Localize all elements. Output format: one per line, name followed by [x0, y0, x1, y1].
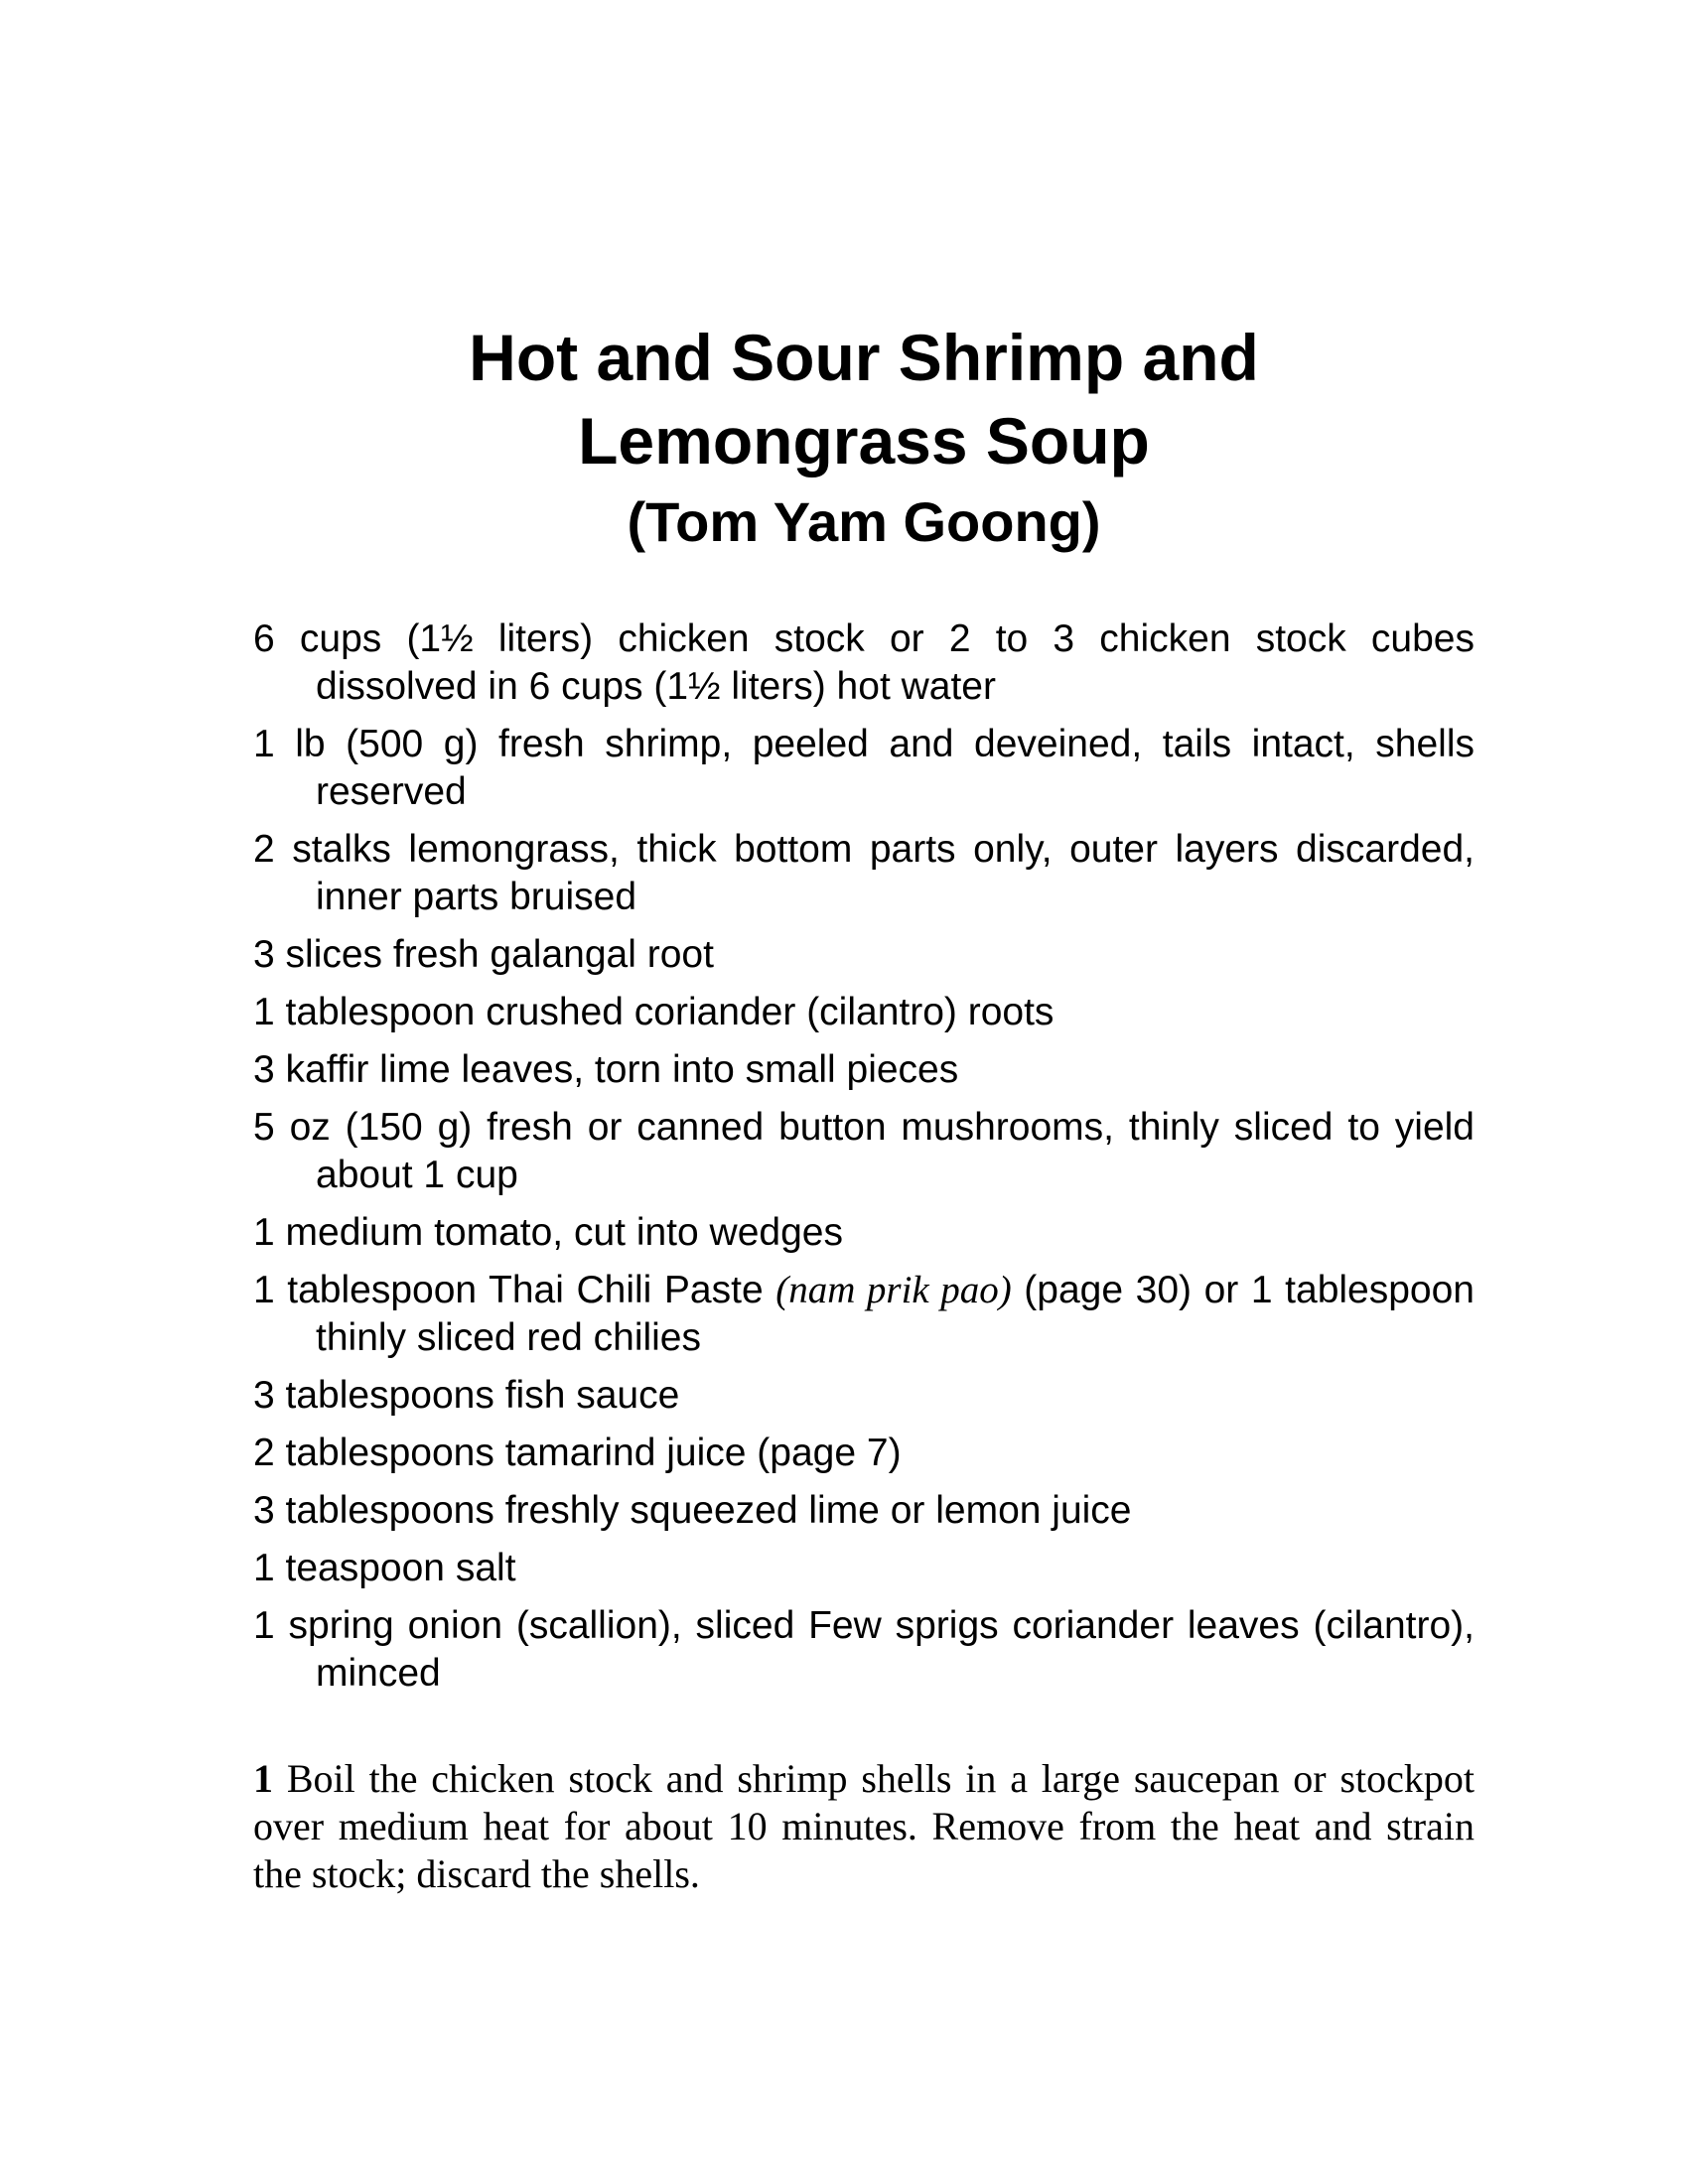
- ingredient-item: 2 stalks lemongrass, thick bottom parts only, outer layers discarded, inner parts bruised: [253, 828, 1475, 918]
- ingredient-item: 3 tablespoons freshly squeezed lime or lemon juice: [253, 1489, 1132, 1532]
- ingredient-item: 6 cups (1½ liters) chicken stock or 2 to 3 chicken stock cubes dissolved in 6 cups (1½ liters) hot water: [253, 617, 1475, 708]
- ingredient-item: 1 spring onion (scallion), sliced Few sprigs coriander leaves (cilantro), minced: [253, 1604, 1475, 1695]
- step-number: 1: [253, 1756, 273, 1801]
- ingredient-item: 1 tablespoon crushed coriander (cilantro) roots: [253, 991, 1055, 1033]
- recipe-title-line-1: Hot and Sour Shrimp and: [469, 321, 1259, 394]
- ingredient-item: 3 slices fresh galangal root: [253, 933, 714, 976]
- ingredient-item: 3 tablespoons fish sauce: [253, 1374, 680, 1417]
- ingredient-list: [253, 615, 1475, 1707]
- recipe-title-block: [0, 316, 1688, 560]
- ingredient-item: 5 oz (150 g) fresh or canned button mushrooms, thinly sliced to yield about 1 cup: [253, 1106, 1475, 1196]
- ingredient-text: (page 30) or 1 tablespoon thinly sliced red chilies: [316, 1269, 1475, 1359]
- ingredient-item: 1 teaspoon salt: [253, 1547, 516, 1589]
- ingredient-item: 2 tablespoons tamarind juice (page 7): [253, 1432, 902, 1474]
- ingredient-item: 3 kaffir lime leaves, torn into small pieces: [253, 1048, 959, 1091]
- ingredient-item: 1 medium tomato, cut into wedges: [253, 1211, 843, 1254]
- recipe-title-line-2: Lemongrass Soup: [578, 404, 1150, 478]
- ingredient-text: 1 tablespoon Thai Chili Paste: [253, 1269, 776, 1311]
- step-text: Boil the chicken stock and shrimp shells in a large saucepan or stockpot over medium heat for about 10 minutes. Remove from the heat and strain the stock; discard the shells.: [253, 1756, 1475, 1896]
- recipe-subtitle: (Tom Yam Goong): [627, 490, 1101, 553]
- ingredient-thai-name: (nam prik pao): [775, 1269, 1012, 1311]
- ingredient-item: [253, 1267, 1475, 1362]
- ingredient-item: 1 lb (500 g) fresh shrimp, peeled and deveined, tails intact, shells reserved: [253, 723, 1475, 813]
- instruction-step: [253, 1755, 1475, 1898]
